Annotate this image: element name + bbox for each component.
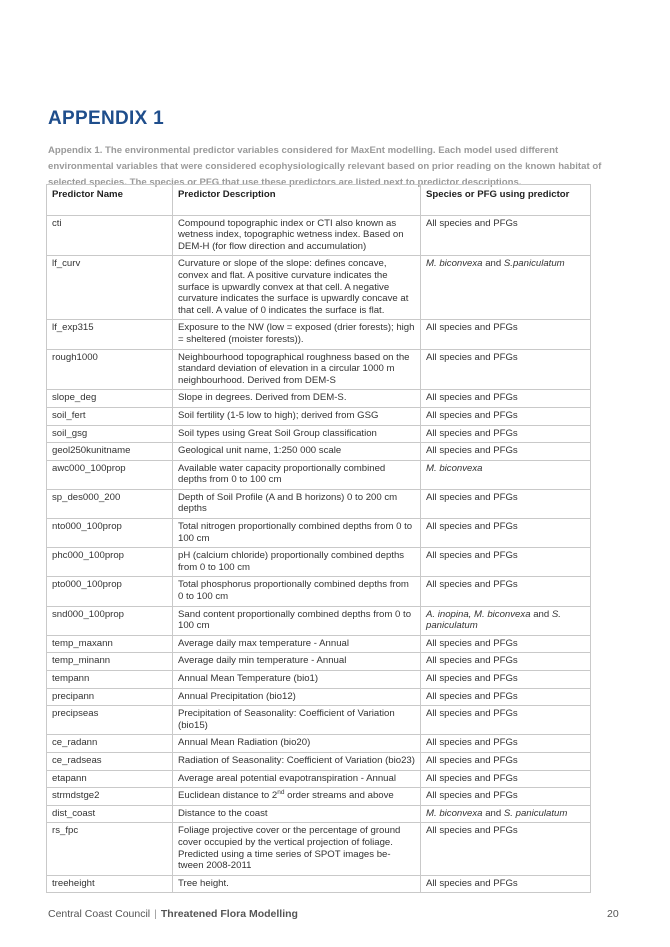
table-row: [47, 489, 591, 518]
predictor-description-cell: Distance to the coast: [173, 805, 421, 823]
predictor-name-cell: precipseas: [47, 706, 173, 735]
species-cell: All species and PFGs: [421, 320, 591, 349]
table-row: [47, 425, 591, 443]
predictor-description-cell: Curvature or slope of the slope: defines concave, convex and flat. A positive curvature indicates the surface is upwardly convex at that cell. A negative curvature indicates the surface is upwardly concave at that cell. A value of 0 indicates the surface is flat.: [173, 256, 421, 320]
predictor-name-cell: pto000_100prop: [47, 577, 173, 606]
table-row: [47, 390, 591, 408]
species-cell: [421, 460, 591, 489]
header-predictor-description: Predictor Description: [173, 185, 421, 216]
predictor-name-cell: treeheight: [47, 875, 173, 893]
predictor-description-cell: Available water capacity proportionally combined depths from 0 to 100 cm: [173, 460, 421, 489]
predictor-description-cell: Foliage projective cover or the percentage of ground cover occupied by the vertical projection of foliage. Predicted using a time series of SPOT images be-tween 2008-2011: [173, 823, 421, 875]
description-fragment: Euclidean distance to 2: [178, 790, 278, 802]
table-row: [47, 606, 591, 635]
footer-title: Threatened Flora Modelling: [160, 908, 298, 920]
predictor-description-cell: Depth of Soil Profile (A and B horizons) 0 to 200 cm depths: [173, 489, 421, 518]
species-cell: [421, 805, 591, 823]
predictor-description-cell: Neighbourhood topographical roughness based on the standard deviation of elevation in a circular 1000 m neighbourhood. Derived from DEM-S: [173, 349, 421, 390]
species-conjunction: and: [482, 258, 504, 270]
predictor-name-cell: sp_des000_200: [47, 489, 173, 518]
predictor-description-cell: Annual Mean Radiation (bio20): [173, 735, 421, 753]
species-cell: All species and PFGs: [421, 735, 591, 753]
header-predictor-name: Predictor Name: [47, 185, 173, 216]
predictor-description-cell: pH (calcium chloride) proportionally combined depths from 0 to 100 cm: [173, 548, 421, 577]
predictor-name-cell: lf_curv: [47, 256, 173, 320]
appendix-heading: APPENDIX 1: [48, 108, 164, 129]
species-cell: [421, 256, 591, 320]
predictor-name-cell: temp_minann: [47, 653, 173, 671]
species-cell: All species and PFGs: [421, 390, 591, 408]
predictor-name-cell: phc000_100prop: [47, 548, 173, 577]
predictor-description-cell: Soil types using Great Soil Group classification: [173, 425, 421, 443]
predictor-description-cell: Average daily max temperature - Annual: [173, 635, 421, 653]
predictor-description-cell: Average areal potential evapotranspiration - Annual: [173, 770, 421, 788]
description-fragment: order streams and above: [284, 790, 394, 802]
predictor-name-cell: snd000_100prop: [47, 606, 173, 635]
predictor-name-cell: nto000_100prop: [47, 519, 173, 548]
species-cell: All species and PFGs: [421, 788, 591, 806]
footer-org: Central Coast Council: [48, 908, 151, 920]
predictor-name-cell: dist_coast: [47, 805, 173, 823]
predictor-description-cell: Compound topographic index or CTI also known as wetness index, topographic wetness index. Based on DEM-H (for flow direction and accumulation): [173, 215, 421, 256]
predictor-description-cell: Annual Mean Temperature (bio1): [173, 671, 421, 689]
predictor-name-cell: temp_maxann: [47, 635, 173, 653]
table-row: [47, 215, 591, 256]
table-row: [47, 548, 591, 577]
predictor-description-cell: Precipitation of Seasonality: Coefficient of Variation (bio15): [173, 706, 421, 735]
predictor-description-cell: Sand content proportionally combined depths from 0 to 100 cm: [173, 606, 421, 635]
species-name: M. biconvexa: [426, 462, 483, 474]
species-cell: All species and PFGs: [421, 653, 591, 671]
predictor-description-cell: Total phosphorus proportionally combined depths from 0 to 100 cm: [173, 577, 421, 606]
species-cell: All species and PFGs: [421, 770, 591, 788]
species-cell: All species and PFGs: [421, 215, 591, 256]
species-cell: [421, 606, 591, 635]
predictor-description-cell: Average daily min temperature - Annual: [173, 653, 421, 671]
table-row: [47, 823, 591, 875]
table-row: [47, 635, 591, 653]
table-row: [47, 519, 591, 548]
table-row: [47, 752, 591, 770]
predictor-name-cell: lf_exp315: [47, 320, 173, 349]
predictor-name-cell: precipann: [47, 688, 173, 706]
species-name: M. biconvexa: [426, 807, 483, 819]
header-species: Species or PFG using predictor: [421, 185, 591, 216]
species-name: S. paniculatum: [426, 608, 561, 632]
predictor-description-cell: Annual Precipitation (bio12): [173, 688, 421, 706]
table-row: [47, 349, 591, 390]
predictor-name-cell: slope_deg: [47, 390, 173, 408]
predictor-table: [46, 184, 591, 893]
table-row: [47, 706, 591, 735]
footer: [48, 908, 298, 920]
species-cell: All species and PFGs: [421, 706, 591, 735]
species-cell: All species and PFGs: [421, 425, 591, 443]
table-row: [47, 653, 591, 671]
species-cell: All species and PFGs: [421, 635, 591, 653]
species-cell: All species and PFGs: [421, 519, 591, 548]
table-caption: Appendix 1. The environmental predictor variables considered for MaxEnt modelling. Each model used different environmental variables that were considered ecophysiologically relevant based on prior reading on the known habitat of selected species. The species or PFG that use these predictors are listed next to predictor descriptions.: [48, 145, 602, 188]
species-cell: All species and PFGs: [421, 671, 591, 689]
predictor-description-cell: Tree height.: [173, 875, 421, 893]
table-row: [47, 735, 591, 753]
species-cell: All species and PFGs: [421, 577, 591, 606]
predictor-name-cell: awc000_100prop: [47, 460, 173, 489]
predictor-name-cell: soil_fert: [47, 407, 173, 425]
predictor-description-cell: Radiation of Seasonality: Coefficient of Variation (bio23): [173, 752, 421, 770]
predictor-name-cell: geol250kunitname: [47, 443, 173, 461]
species-cell: All species and PFGs: [421, 752, 591, 770]
table-row: [47, 460, 591, 489]
species-name: A. inopina, M. biconvexa: [426, 608, 531, 620]
table-row: [47, 671, 591, 689]
species-cell: All species and PFGs: [421, 349, 591, 390]
table-row: [47, 443, 591, 461]
table-row: [47, 256, 591, 320]
predictor-description-cell: Slope in degrees. Derived from DEM-S.: [173, 390, 421, 408]
predictor-name-cell: ce_radann: [47, 735, 173, 753]
superscript: nd: [277, 788, 285, 796]
species-conjunction: and: [482, 807, 504, 819]
table-row: [47, 805, 591, 823]
species-conjunction: and: [530, 608, 552, 620]
table-row: [47, 788, 591, 806]
species-cell: All species and PFGs: [421, 688, 591, 706]
table-row: [47, 320, 591, 349]
species-name: M. biconvexa: [426, 258, 483, 270]
predictor-description-cell: Geological unit name, 1:250 000 scale: [173, 443, 421, 461]
predictor-name-cell: rough1000: [47, 349, 173, 390]
table-row: [47, 875, 591, 893]
table-row: [47, 407, 591, 425]
table-header-row: [47, 185, 591, 216]
table-row: [47, 577, 591, 606]
species-name: S.paniculatum: [503, 258, 565, 270]
species-cell: All species and PFGs: [421, 875, 591, 893]
predictor-name-cell: soil_gsg: [47, 425, 173, 443]
predictor-name-cell: rs_fpc: [47, 823, 173, 875]
predictor-name-cell: etapann: [47, 770, 173, 788]
species-name: S. paniculatum: [503, 807, 568, 819]
table-row: [47, 770, 591, 788]
footer-separator: |: [154, 908, 157, 920]
page-number: 20: [607, 908, 619, 920]
predictor-description-cell: Soil fertility (1-5 low to high); derived from GSG: [173, 407, 421, 425]
species-cell: All species and PFGs: [421, 548, 591, 577]
species-cell: All species and PFGs: [421, 489, 591, 518]
species-cell: All species and PFGs: [421, 407, 591, 425]
predictor-name-cell: strmdstge2: [47, 788, 173, 806]
species-cell: All species and PFGs: [421, 443, 591, 461]
predictor-name-cell: tempann: [47, 671, 173, 689]
table-row: [47, 688, 591, 706]
predictor-description-cell: [173, 788, 421, 806]
predictor-name-cell: ce_radseas: [47, 752, 173, 770]
predictor-name-cell: cti: [47, 215, 173, 256]
predictor-description-cell: Exposure to the NW (low = exposed (drier forests); high = sheltered (moister forests)).: [173, 320, 421, 349]
predictor-description-cell: Total nitrogen proportionally combined depths from 0 to 100 cm: [173, 519, 421, 548]
species-cell: All species and PFGs: [421, 823, 591, 875]
